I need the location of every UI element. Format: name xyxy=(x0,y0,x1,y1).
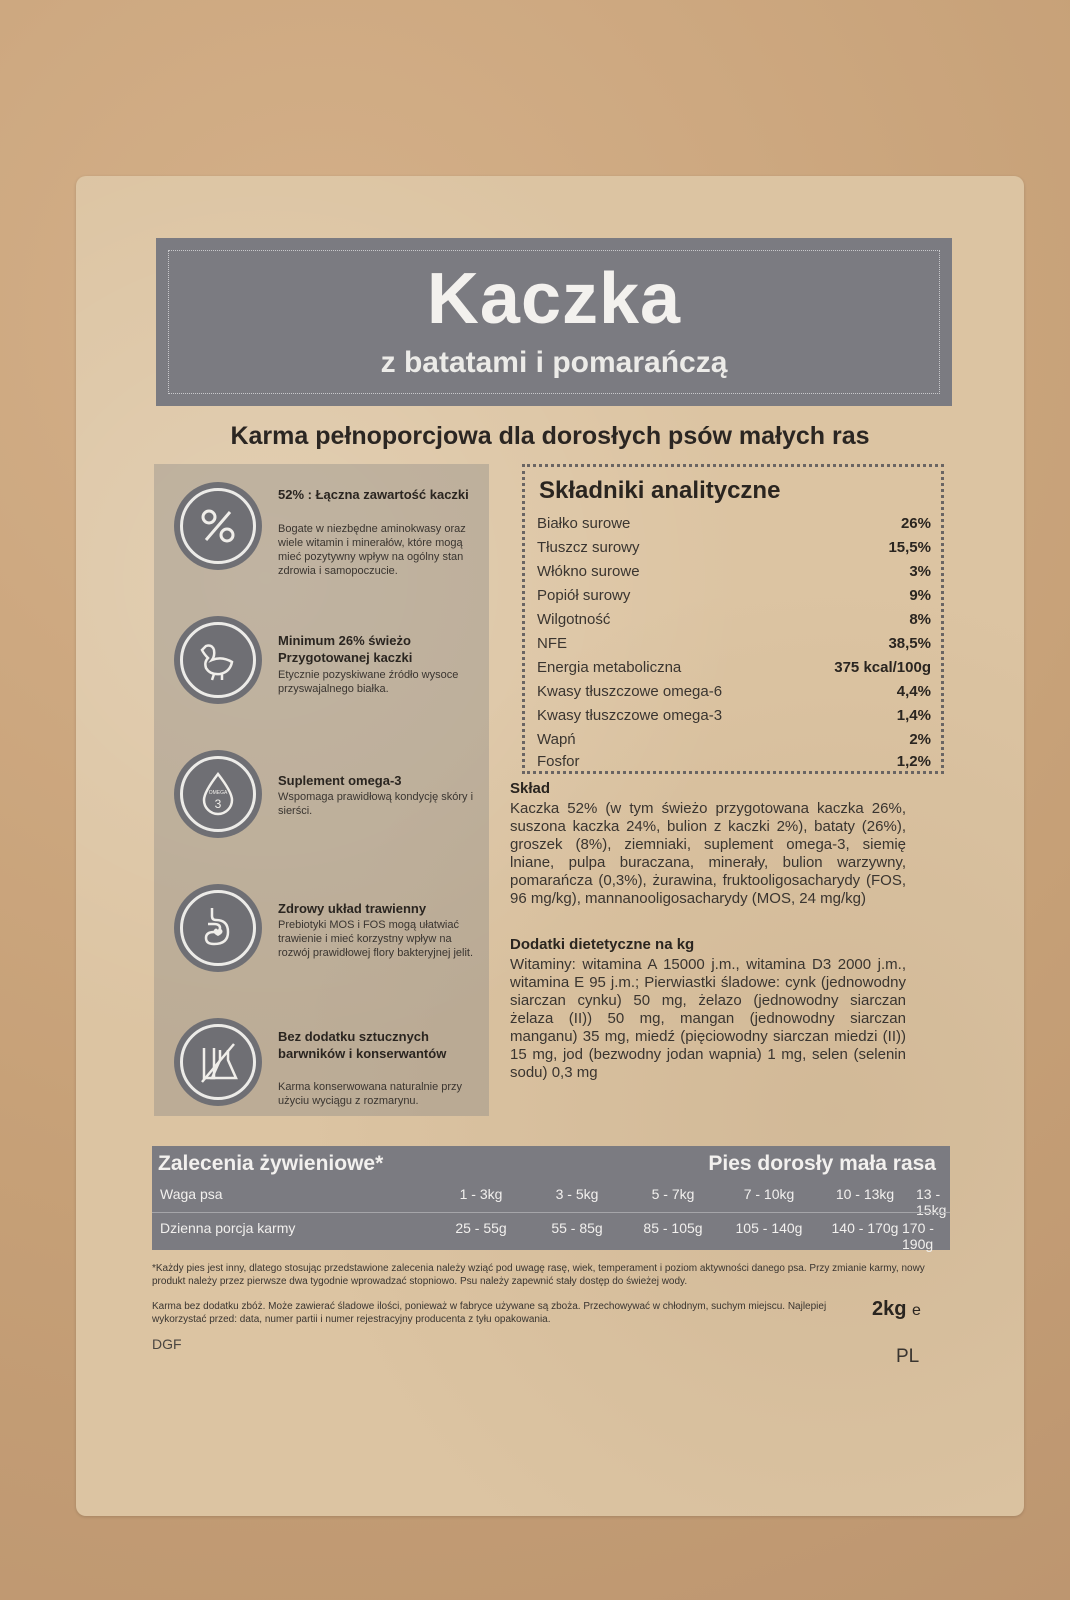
analysis-row xyxy=(537,587,931,611)
analysis-row xyxy=(537,611,931,635)
weight-cell: 5 - 7kg xyxy=(651,1186,695,1202)
analysis-value: 9% xyxy=(909,587,931,604)
weight-cell: 3 - 5kg xyxy=(555,1186,599,1202)
analysis-value: 15,5% xyxy=(888,539,931,556)
analysis-name: Fosfor xyxy=(537,753,580,770)
additives-text: Witaminy: witamina A 15000 j.m., witamina D3 2000 j.m., witamina E 95 j.m.; Pierwiastki śladowe: cynk (jednowodny siarczan cynku) 50 mg, żelazo (jednowodny siarczan żelaza (II)) 50 mg, mangan (jednowodny siarczan manganu) 35 mg, miedź (pięciowodny siarczan miedzi (II)) 15 mg, jod (bezwodny jodan wapnia) 1 mg, selen (selenin sodu) 0,3 mg xyxy=(510,956,906,1081)
analysis-value: 375 kcal/100g xyxy=(834,659,931,676)
analysis-name: Białko surowe xyxy=(537,515,631,532)
additives-title: Dodatki dietetyczne na kg xyxy=(510,936,695,953)
analysis-row xyxy=(537,683,931,707)
benefit-title: Zdrowy układ trawienny xyxy=(278,901,427,916)
analysis-value: 1,4% xyxy=(896,707,931,724)
product-title: Kaczka xyxy=(426,259,682,339)
analysis-row xyxy=(537,731,931,755)
dgf-code: DGF xyxy=(152,1336,182,1352)
benefit-title: Suplement omega-3 xyxy=(278,773,402,788)
percent-icon xyxy=(174,482,262,570)
analysis-row xyxy=(537,515,931,539)
analysis-name: Tłuszcz surowy xyxy=(537,539,640,556)
benefit-title: 52% : Łączna zawartość kaczki xyxy=(278,487,469,502)
analysis-row xyxy=(537,659,931,683)
weight-cell: 7 - 10kg xyxy=(743,1186,795,1202)
net-weight xyxy=(872,1298,921,1321)
composition-text: Kaczka 52% (w tym świeżo przygotowana kaczka 26%, suszona kaczka 24%, bulion z kaczki 2%), bataty (26%), groszek (8%), ziemniaki, suplement omega-3, siemię lniane, pulpa buraczana, minerały, bulion warzywny, pomarańcza (0,3%), żurawina, fruktooligosacharydy (FOS, 96 mg/kg), mannanooligosacharydy (MOS, 24 mg/kg) xyxy=(510,800,906,907)
title-band xyxy=(156,238,952,406)
analysis-value: 1,2% xyxy=(896,753,931,770)
product-label xyxy=(76,176,1024,1516)
omega-3-icon xyxy=(174,750,262,838)
portion-cell: 105 - 140g xyxy=(735,1220,803,1236)
analysis-value: 8% xyxy=(909,611,931,628)
benefit-title: Minimum 26% świeżo Przygotowanej kaczki xyxy=(278,633,413,665)
portion-cell: 170 - 190g xyxy=(902,1220,934,1252)
digestive-icon xyxy=(174,884,262,972)
omega-label: OMEGA xyxy=(208,790,228,796)
analysis-row xyxy=(537,753,931,777)
analysis-value: 26% xyxy=(900,515,931,532)
analysis-name: Popiół surowy xyxy=(537,587,631,604)
feeding-title: Zalecenia żywieniowe* xyxy=(158,1152,384,1175)
analysis-value: 3% xyxy=(909,563,931,580)
duck-icon xyxy=(174,616,262,704)
weight-value: 2kg xyxy=(872,1298,907,1320)
analysis-name: Energia metaboliczna xyxy=(537,659,682,676)
benefit-title: Bez dodatku sztucznych barwników i konserwantów xyxy=(278,1029,447,1061)
analysis-value: 4,4% xyxy=(896,683,931,700)
portion-cell: 140 - 170g xyxy=(831,1220,899,1236)
composition-title: Skład xyxy=(510,780,551,797)
portion-cell: 55 - 85g xyxy=(551,1220,603,1236)
no-chemicals-icon xyxy=(174,1018,262,1106)
feeding-table xyxy=(152,1146,950,1250)
storage-note: Karma bez dodatku zbóż. Może zawierać śladowe ilości, ponieważ w fabryce używane są zboża. Przechowywać w chłodnym, suchym miejscu. Najlepiej wykorzystać przed: data, numer partii i numer rejestracyjny producenta z tyłu opakowania. xyxy=(152,1301,827,1325)
analysis-name: Wapń xyxy=(537,731,576,748)
country-code: PL xyxy=(896,1346,920,1367)
analysis-row xyxy=(537,635,931,659)
feeding-divider xyxy=(152,1212,950,1213)
analysis-value: 38,5% xyxy=(888,635,931,652)
analysis-name: Kwasy tłuszczowe omega-3 xyxy=(537,707,723,724)
analysis-row xyxy=(537,707,931,731)
portion-row xyxy=(152,1220,950,1250)
benefit-description: Karma konserwowana naturalnie przy użyciu wyciągu z rozmarynu. xyxy=(278,1081,463,1107)
benefit-description: Prebiotyki MOS i FOS mogą ułatwiać trawienie i mieć korzystny wpływ na rozwój prawidłowej flory bakteryjnej jelit. xyxy=(278,919,474,959)
weight-label: Waga psa xyxy=(160,1186,223,1202)
benefit-description: Etycznie pozyskiwane źródło wysoce przyswajalnego białka. xyxy=(278,669,459,695)
weight-cell: 10 - 13kg xyxy=(835,1186,895,1202)
analysis-row xyxy=(537,539,931,563)
feeding-footnote: *Każdy pies jest inny, dlatego stosując przedstawione zalecenia należy wziąć pod uwagę rasę, wiek, temperament i poziom aktywności danego psa. Przy zmianie karmy, nowy produkt należy przez pierwsze dwa tygodnie wprowadzać stopniowo. Psu należy zapewnić stały dostęp do świeżej wody. xyxy=(152,1263,925,1287)
benefit-description: Wspomaga prawidłową kondycję skóry i sierści. xyxy=(278,791,474,817)
portion-cell: 25 - 55g xyxy=(455,1220,507,1236)
analysis-title: Składniki analityczne xyxy=(539,477,781,504)
analysis-name: NFE xyxy=(537,635,567,652)
analytical-constituents-box xyxy=(522,464,944,774)
omega-number: 3 xyxy=(214,797,222,811)
product-tagline: Karma pełnoporcjowa dla dorosłych psów małych ras xyxy=(230,422,870,450)
analysis-name: Wilgotność xyxy=(537,611,611,628)
analysis-value: 2% xyxy=(909,731,931,748)
analysis-name: Kwasy tłuszczowe omega-6 xyxy=(537,683,723,700)
benefits-panel xyxy=(154,464,489,1116)
analysis-row xyxy=(537,563,931,587)
estimated-sign: e xyxy=(912,1302,921,1319)
product-subtitle: z batatami i pomarańczą xyxy=(380,346,728,379)
portion-label: Dzienna porcja karmy xyxy=(160,1220,296,1236)
feeding-target: Pies dorosły mała rasa xyxy=(708,1152,936,1175)
analysis-name: Włókno surowe xyxy=(537,563,640,580)
portion-cell: 85 - 105g xyxy=(643,1220,703,1236)
benefit-description: Bogate w niezbędne aminokwasy oraz wiele witamin i minerałów, które mogą mieć pozytywny wpływ na ogólny stan zdrowia i samopoczucie. xyxy=(278,523,466,577)
weight-cell: 1 - 3kg xyxy=(459,1186,503,1202)
weight-cell: 13 - 15kg xyxy=(916,1186,947,1218)
